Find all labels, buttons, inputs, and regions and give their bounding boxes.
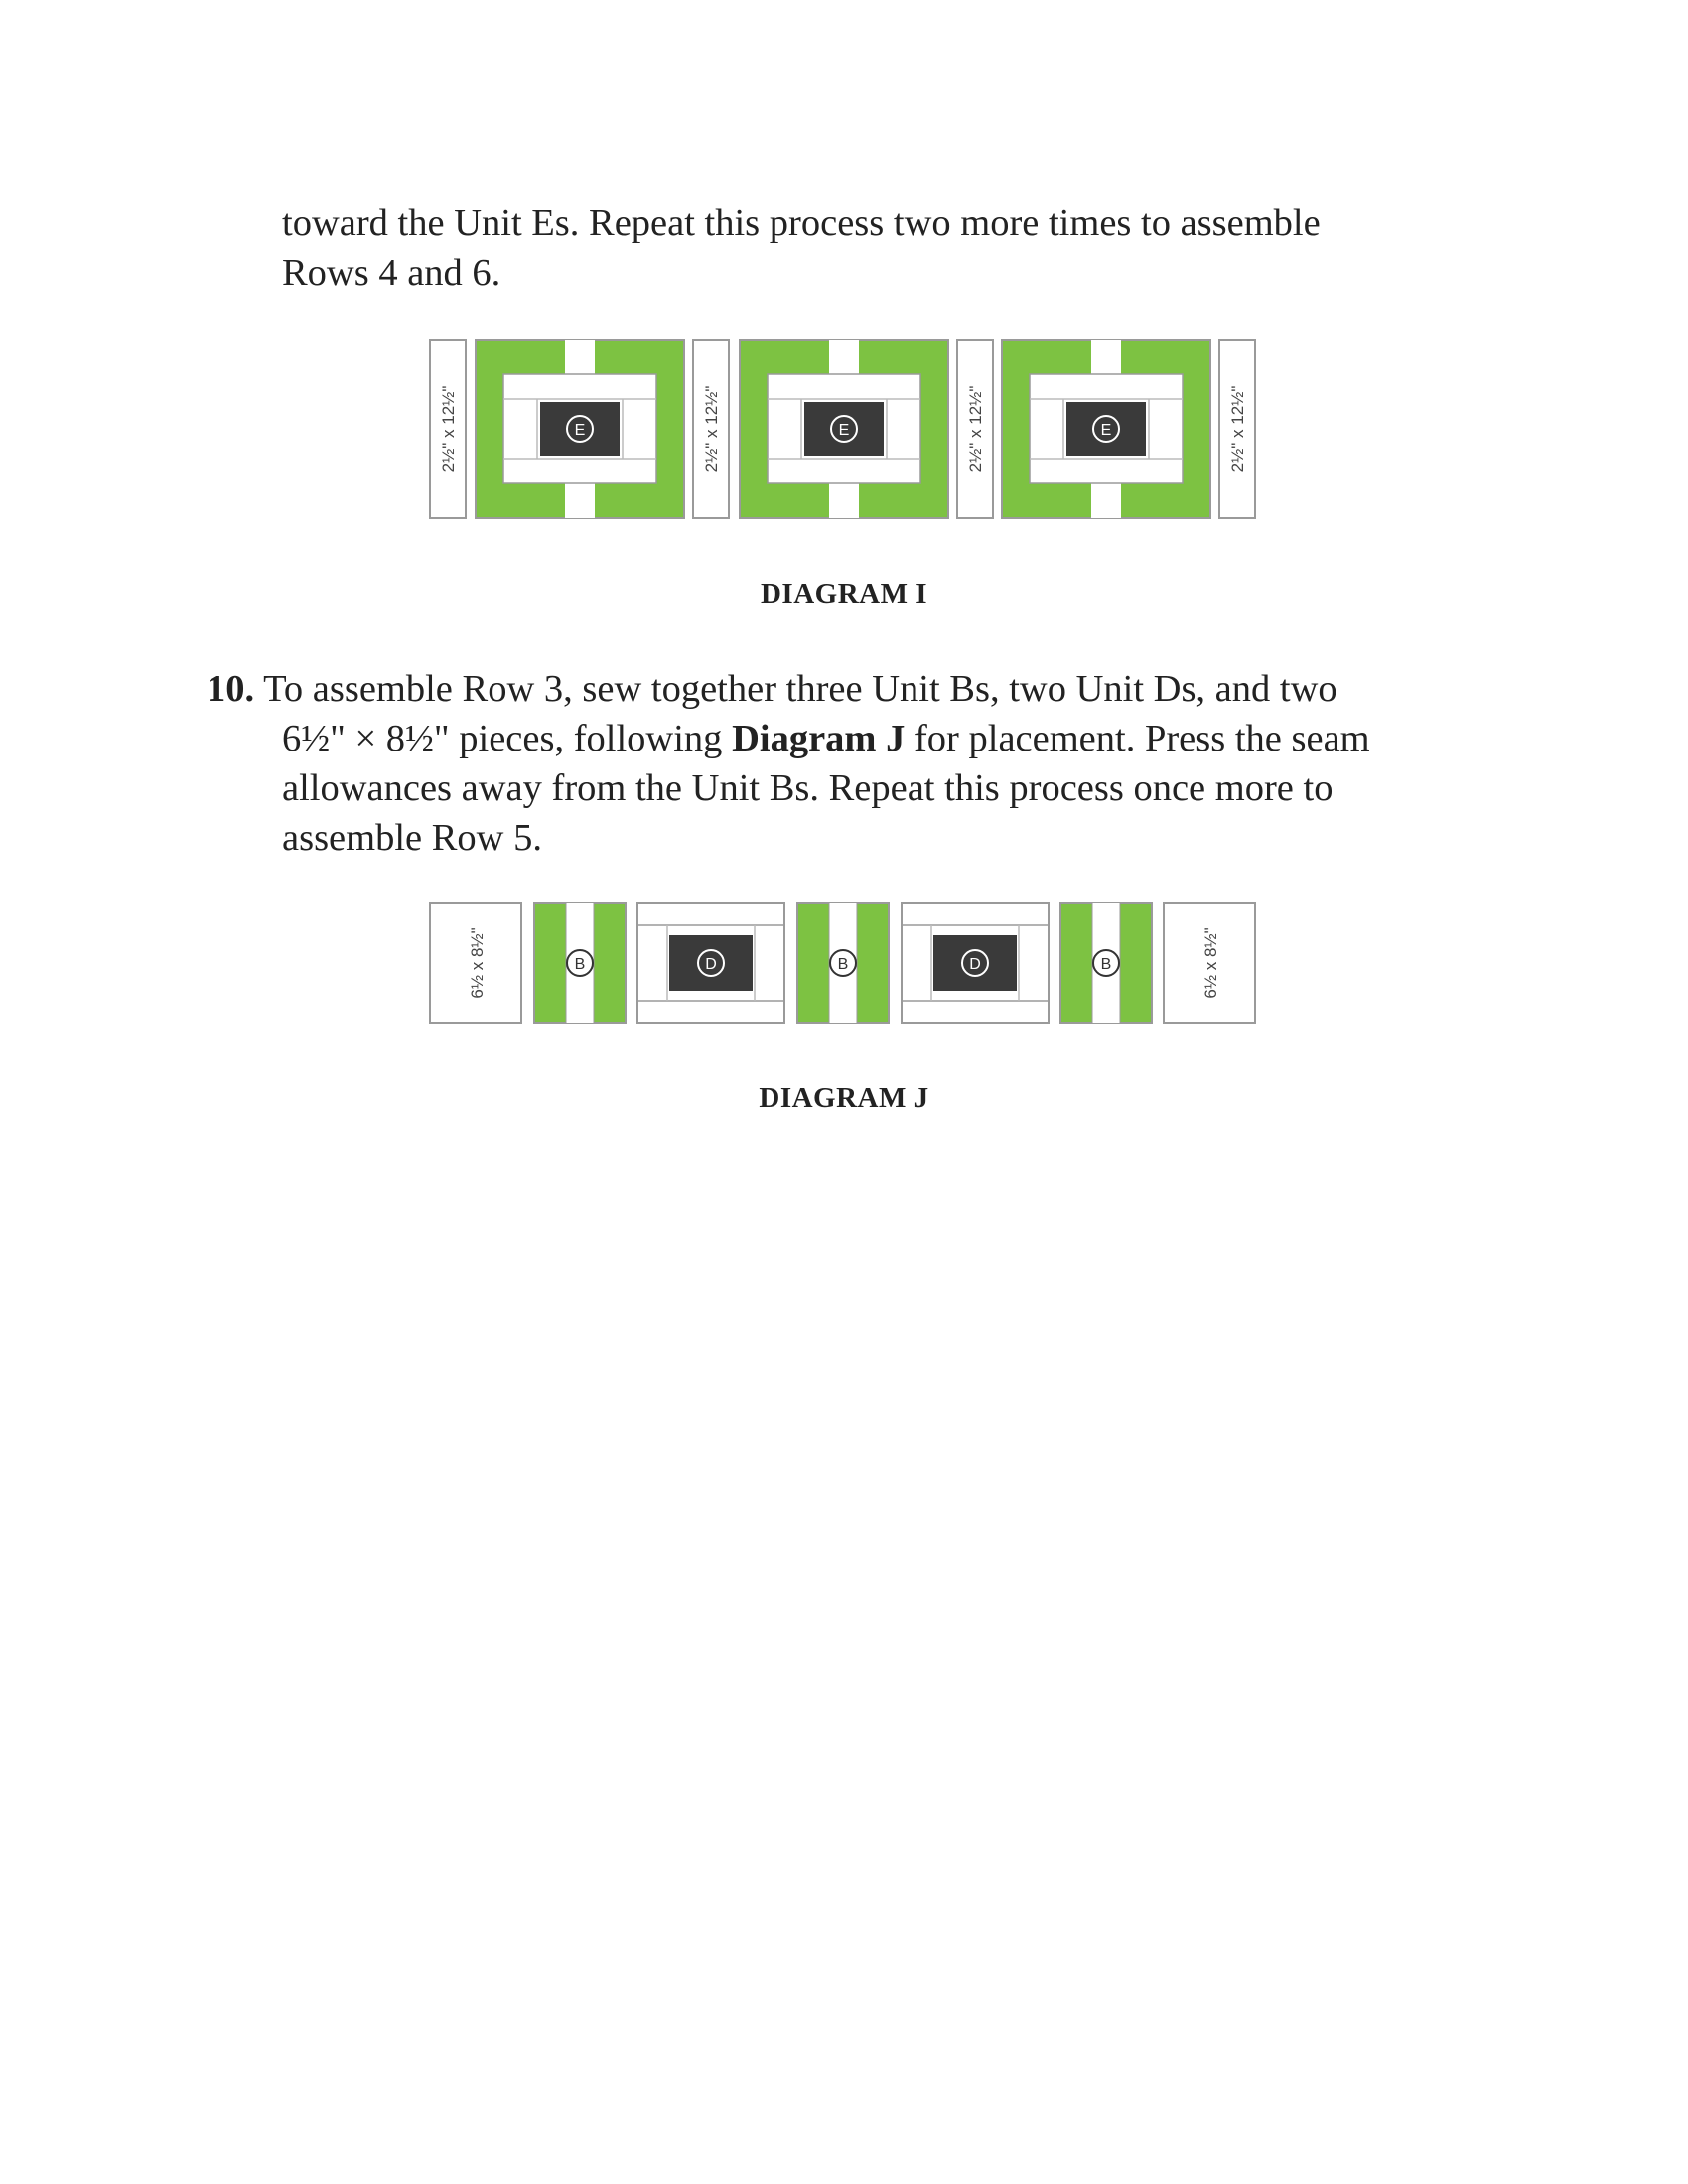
- strip-size-label: 2½" x 12½": [966, 385, 985, 473]
- unit-b-label: B: [837, 956, 849, 973]
- unit-b-block: [797, 903, 889, 1023]
- sashing-strip: [430, 340, 466, 518]
- paragraph-line: for placement. Press the seam: [905, 718, 1370, 759]
- diagram-j: [0, 893, 1688, 1032]
- diagram-i: [0, 328, 1688, 526]
- paragraph-line: allowances away from the Unit Bs. Repeat this process once more to: [282, 767, 1334, 809]
- plain-piece: [430, 903, 521, 1023]
- unit-d-label: D: [969, 956, 981, 973]
- unit-e-label: E: [1100, 422, 1112, 439]
- sashing-strip: [957, 340, 993, 518]
- unit-d-label: D: [705, 956, 717, 973]
- diagram-reference: Diagram J: [732, 718, 906, 759]
- unit-e-label: E: [574, 422, 586, 439]
- diagram-i-caption: DIAGRAM I: [760, 578, 928, 610]
- paragraph-line: To assemble Row 3, sew together three Unit Bs, two Unit Ds, and two: [263, 668, 1337, 710]
- paragraph-line: toward the Unit Es. Repeat this process two more times to assemble: [282, 203, 1321, 244]
- paragraph-continuation: [282, 199, 1513, 298]
- unit-d-block: [902, 903, 1049, 1023]
- plain-piece: [1164, 903, 1255, 1023]
- unit-b-block: [534, 903, 626, 1023]
- unit-b-block: [1060, 903, 1152, 1023]
- step-10-paragraph: [207, 664, 1517, 863]
- step-number: 10.: [207, 668, 255, 710]
- strip-size-label: 2½" x 12½": [439, 385, 458, 473]
- unit-d-block: [637, 903, 784, 1023]
- sashing-strip: [1219, 340, 1255, 518]
- sashing-strip: [693, 340, 729, 518]
- unit-e-block: [740, 340, 948, 518]
- paragraph-line: assemble Row 5.: [282, 817, 542, 859]
- paragraph-line: Rows 4 and 6.: [282, 252, 501, 294]
- unit-e-block: [1002, 340, 1210, 518]
- piece-size-label: 6½ x 8½": [468, 927, 487, 999]
- unit-b-label: B: [574, 956, 586, 973]
- unit-e-block: [476, 340, 684, 518]
- unit-b-label: B: [1100, 956, 1112, 973]
- piece-size-label: 6½ x 8½": [1201, 927, 1220, 999]
- unit-e-label: E: [838, 422, 850, 439]
- strip-size-label: 2½" x 12½": [1228, 385, 1247, 473]
- strip-size-label: 2½" x 12½": [702, 385, 721, 473]
- paragraph-line: 6½" × 8½" pieces, following: [282, 718, 733, 759]
- diagram-j-caption: DIAGRAM J: [759, 1082, 929, 1114]
